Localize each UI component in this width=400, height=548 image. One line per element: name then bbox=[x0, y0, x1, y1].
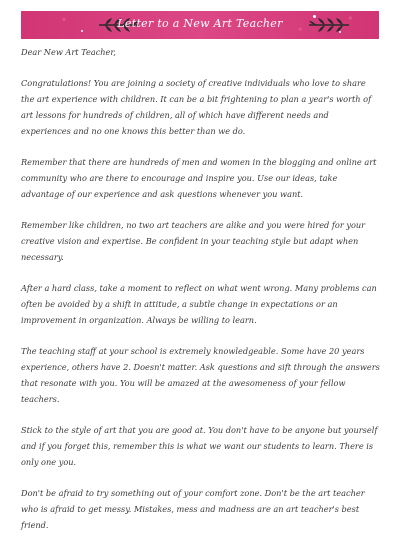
paint-splatter bbox=[339, 31, 341, 33]
letter-paragraph: After a hard class, take a moment to reflect on what went wrong. Many problems can often be avoided by a shift in attitude, a subtle change in expectations or an improvement in organization. Always be willing to learn. bbox=[21, 283, 377, 325]
page-title: Letter to a New Art Teacher bbox=[117, 17, 283, 30]
letter-paragraph: Stick to the style of art that you are good at. You don't have to be anyone but yourself and if you forget this, remember this is what we want our students to learn. There is only one you. bbox=[21, 425, 378, 467]
letter-body bbox=[21, 44, 381, 548]
paint-splatter bbox=[81, 30, 83, 32]
title-banner bbox=[21, 11, 379, 39]
branch-icon bbox=[307, 16, 351, 34]
letter-paragraph: Remember that there are hundreds of men and women in the blogging and online art community who are there to encourage and inspire you. Use our ideas, take advantage of our experience and ask questions whenever you want. bbox=[21, 157, 377, 199]
letter-paragraph: Congratulations! You are joining a society of creative individuals who love to share the art experience with children. It can be a bit frightening to plan a year's worth of art lessons for hundreds of children, all of which have different needs and experiences and no one knows this better than we do. bbox=[21, 78, 372, 136]
letter-paragraph: The teaching staff at your school is extremely knowledgeable. Some have 20 years experience, others have 2. Doesn't matter. Ask questions and sift through the answers that resonate with you. You will be amazed at the awesomeness of your fellow teachers. bbox=[21, 346, 380, 404]
letter-paragraph: Remember like children, no two art teachers are alike and you were hired for your creative vision and expertise. Be confident in your teaching style but adapt when necessary. bbox=[21, 220, 366, 262]
letter-paragraph: Don't be afraid to try something out of your comfort zone. Don't be the art teacher who is afraid to get messy. Mistakes, mess and madness are an art teacher's best friend. bbox=[21, 488, 365, 530]
paint-splatter bbox=[313, 15, 316, 18]
letter-greeting: Dear New Art Teacher, bbox=[21, 47, 117, 57]
